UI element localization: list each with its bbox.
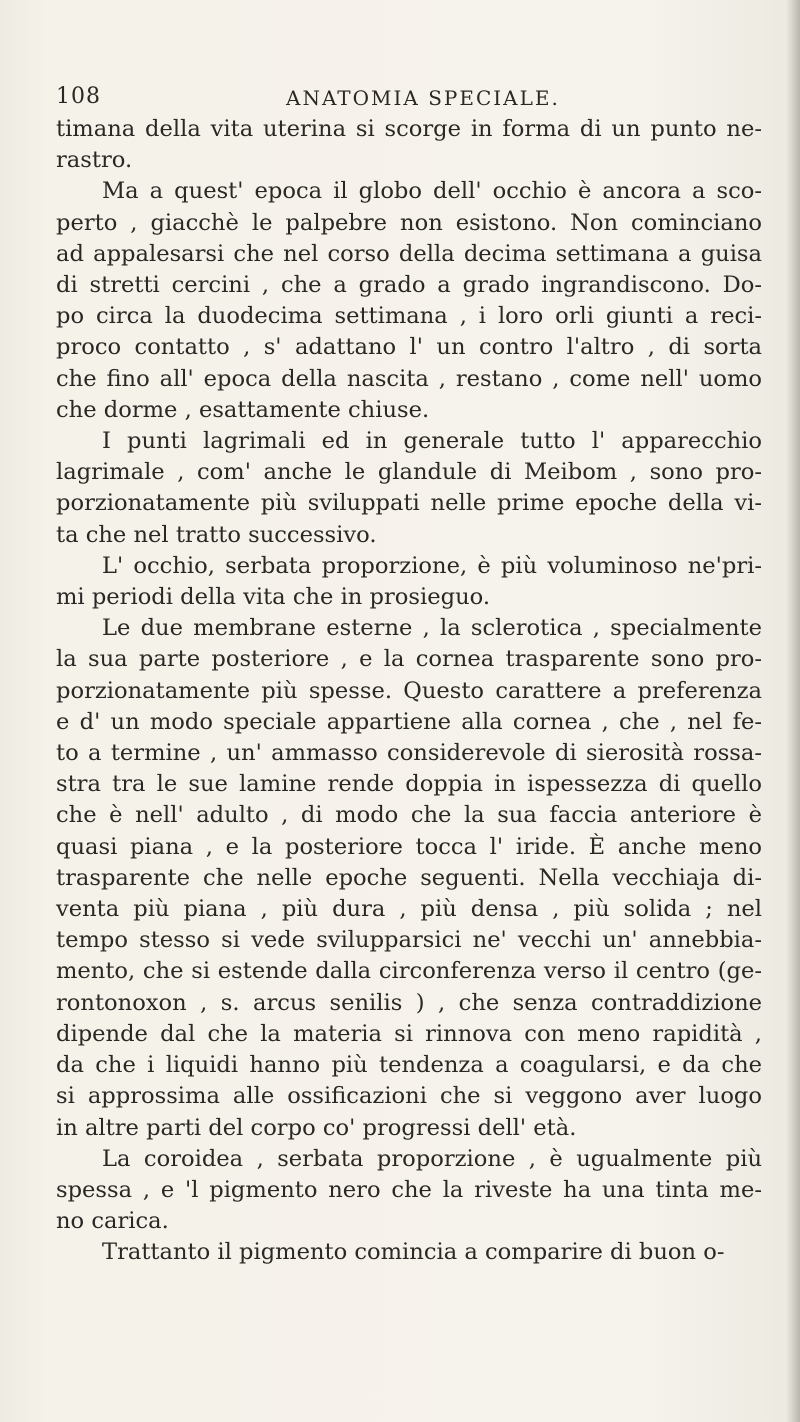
text-line: porzionatamente più spesse. Questo carattere a preferenza — [56, 677, 762, 704]
text-line: che è nell' adulto , di modo che la sua faccia anteriore è — [56, 802, 762, 829]
text-line: dipende dal che la materia si rinnova con meno rapidità , — [56, 1020, 762, 1047]
paragraph — [56, 176, 762, 426]
text-line: no carica. — [56, 1208, 169, 1235]
text-line: venta più piana , più dura , più densa , più solida ; nel — [56, 896, 762, 923]
page-gutter-shadow — [786, 0, 800, 1422]
text-line: quasi piana , e la posteriore tocca l' iride. È anche meno — [56, 833, 762, 860]
text-line: po circa la duodecima settimana , i loro orli giunti a reci- — [56, 303, 762, 330]
text-line: ad appalesarsi che nel corso della decima settimana a guisa — [56, 240, 762, 267]
text-line: porzionatamente più sviluppati nelle prime epoche della vi- — [56, 490, 762, 517]
text-line: L' occhio, serbata proporzione, è più voluminoso ne'pri- — [102, 552, 762, 579]
text-line: lagrimale , com' anche le glandule di Meibom , sono pro- — [56, 459, 762, 486]
text-line: ta che nel tratto successivo. — [56, 521, 377, 548]
text-line: che dorme , esattamente chiuse. — [56, 396, 430, 423]
text-line: timana della vita uterina si scorge in forma di un punto ne- — [56, 116, 762, 142]
text-line: La coroidea , serbata proporzione , è ugualmente più — [102, 1145, 762, 1172]
paragraph — [56, 613, 762, 1143]
text-line: perto , giacchè le palpebre non esistono. Non cominciano — [56, 209, 762, 236]
page-number: 108 — [56, 84, 101, 109]
text-line: in altre parti del corpo co' progressi dell' età. — [56, 1114, 577, 1141]
text-line: che fino all' epoca della nascita , restano , come nell' uomo — [56, 365, 762, 392]
text-line: si approssima alle ossificazioni che si veggono aver luogo — [56, 1083, 762, 1110]
paragraph — [56, 1237, 762, 1268]
text-line: tempo stesso si vede svilupparsici ne' vecchi un' annebbia- — [56, 927, 762, 954]
text-line: trasparente che nelle epoche seguenti. Nella vecchiaja di- — [56, 864, 762, 891]
text-line: rontonoxon , s. arcus senilis ) , che senza contraddizione — [56, 989, 762, 1016]
text-line: I punti lagrimali ed in generale tutto l' apparecchio — [102, 428, 762, 455]
text-line: la sua parte posteriore , e la cornea trasparente sono pro- — [56, 646, 762, 673]
running-head: ANATOMIA SPECIALE. — [286, 86, 560, 110]
paragraph — [56, 114, 762, 176]
text-line: da che i liquidi hanno più tendenza a coagularsi, e da che — [56, 1052, 762, 1079]
paragraph — [56, 1144, 762, 1238]
text-line: stra tra le sue lamine rende doppia in ispessezza di quello — [56, 771, 762, 798]
text-line: mi periodi della vita che in prosieguo. — [56, 584, 491, 611]
text-line: mento, che si estende dalla circonferenza verso il centro (ge- — [56, 958, 762, 985]
text-line: Trattanto il pigmento comincia a comparire di buon o- — [102, 1239, 725, 1266]
paragraph — [56, 426, 762, 551]
page-header — [56, 84, 696, 118]
text-line: Ma a quest' epoca il globo dell' occhio è ancora a sco- — [102, 178, 762, 205]
paragraph — [56, 551, 762, 613]
text-line: proco contatto , s' adattano l' un contro l'altro , di sorta — [56, 334, 762, 361]
text-line: spessa , e 'l pigmento nero che la riveste ha una tinta me- — [56, 1176, 762, 1203]
text-line: rastro. — [56, 147, 133, 174]
text-line: e d' un modo speciale appartiene alla cornea , che , nel fe- — [56, 708, 762, 735]
text-line: di stretti cercini , che a grado a grado ingrandiscono. Do- — [56, 272, 762, 299]
text-line: Le due membrane esterne , la sclerotica , specialmente — [102, 615, 762, 642]
body-text — [56, 114, 762, 1269]
text-line: to a termine , un' ammasso considerevole di sierosità rossa- — [56, 740, 762, 767]
